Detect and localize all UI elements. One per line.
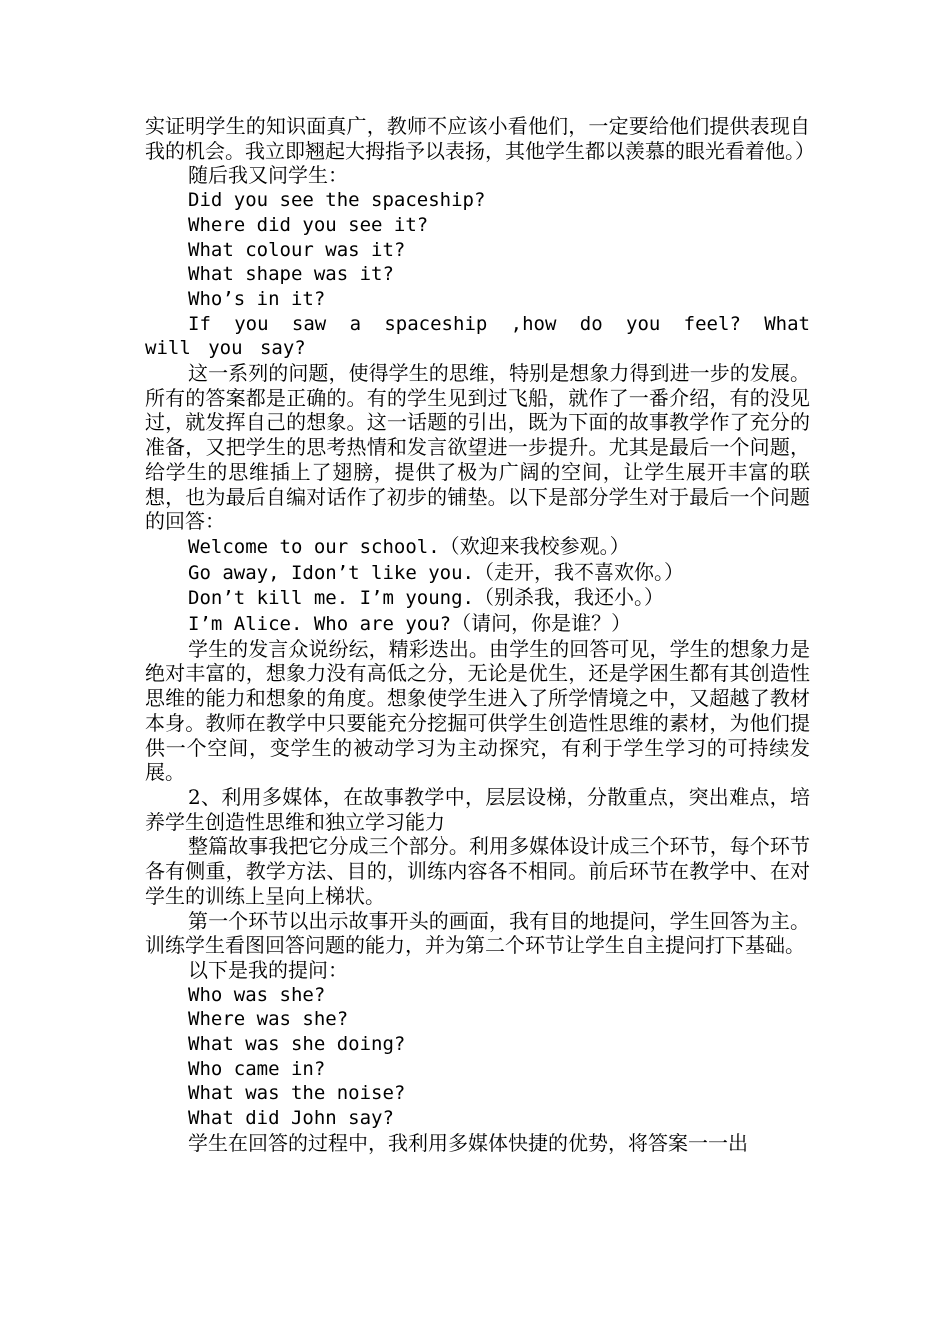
question-line: What did John say? [188,1107,394,1130]
paragraph: 学生在回答的过程中，我利用多媒体快捷的优势，将答案一一出 [188,1130,748,1155]
paragraph: 第一个环节以出示故事开头的画面，我有目的地提问，学生回答为主。训练学生看图回答问题的能力，并为第二个环节让学生自主提问打下基础。 [145,908,810,958]
question-line: Who was she? [188,983,326,1006]
paragraph: 以下是我的提问： [188,957,348,982]
answer-line [145,611,810,637]
answer-chinese: （走开，我不喜欢你。） [473,559,684,584]
question-line: What shape was it? [188,263,394,286]
question-paragraph: If you saw a spaceship ,how do you feel? What will you say? [145,312,810,360]
paragraph: 学生的发言众说纷纭，精彩迭出。由学生的回答可见，学生的想象力是绝对丰富的，想象力没有高低之分，无论是优生，还是学困生都有其创造性思维的能力和想象的角度。想象使学生进入了所学情境之中，又超越了教材本身。教师在教学中只要能充分挖掘可供学生创造性思维的素材，为他们提供一个空间，变学生的被动学习为主动探究，有利于学生学习的可持续发展。 [145,636,810,785]
answer-line [145,534,810,560]
answer-english: Don’t kill me. I’m young. [188,587,474,610]
question-line: What was the noise? [188,1082,406,1105]
answer-line [145,585,810,611]
question-line: Who came in? [188,1057,326,1080]
question-line: Who’s in it? [188,287,326,310]
paragraph: 随后我又问学生： [188,163,348,188]
answer-english: Welcome to our school. [188,535,440,558]
answer-chinese: （别杀我，我还小。） [473,585,664,610]
answer-chinese: （欢迎来我校参观。） [439,533,630,558]
paragraph: 这一系列的问题，使得学生的思维，特别是想象力得到进一步的发展。所有的答案都是正确的。有的学生见到过飞船，就作了一番介绍，有的没见过，就发挥自己的想象。这一话题的引出，既为下面的故事教学作了充分的准备，又把学生的思考热情和发言欲望进一步提升。尤其是最后一个问题，给学生的思维插上了翅膀，提供了极为广阔的空间，让学生展开丰富的联想，也为最后自编对话作了初步的铺垫。以下是部分学生对于最后一个问题的回答： [145,361,810,534]
answer-line [145,560,810,586]
question-line: Did you see the spaceship? [188,189,486,212]
question-line: Where did you see it? [188,213,429,236]
answer-english: I’m Alice. Who are you? [188,613,452,636]
answer-chinese: （请问，你是谁？） [451,611,632,636]
answer-english: Go away, Idon’t like you. [188,561,474,584]
document-page [145,114,815,1156]
paragraph: 实证明学生的知识面真广，教师不应该小看他们，一定要给他们提供表现自我的机会。我立即翘起大拇指予以表扬，其他学生都以羡慕的眼光看着他。） [145,114,815,163]
question-line: What was she doing? [188,1033,406,1056]
question-line: What colour was it? [188,238,406,261]
section-heading: 2、利用多媒体，在故事教学中，层层设梯，分散重点，突出难点，培养学生创造性思维和独立学习能力 [145,784,810,834]
paragraph: 整篇故事我把它分成三个部分。利用多媒体设计成三个环节，每个环节各有侧重，教学方法、目的，训练内容各不相同。前后环节在教学中、在对学生的训练上呈向上梯状。 [145,834,810,908]
question-line: Where was she? [188,1008,349,1031]
